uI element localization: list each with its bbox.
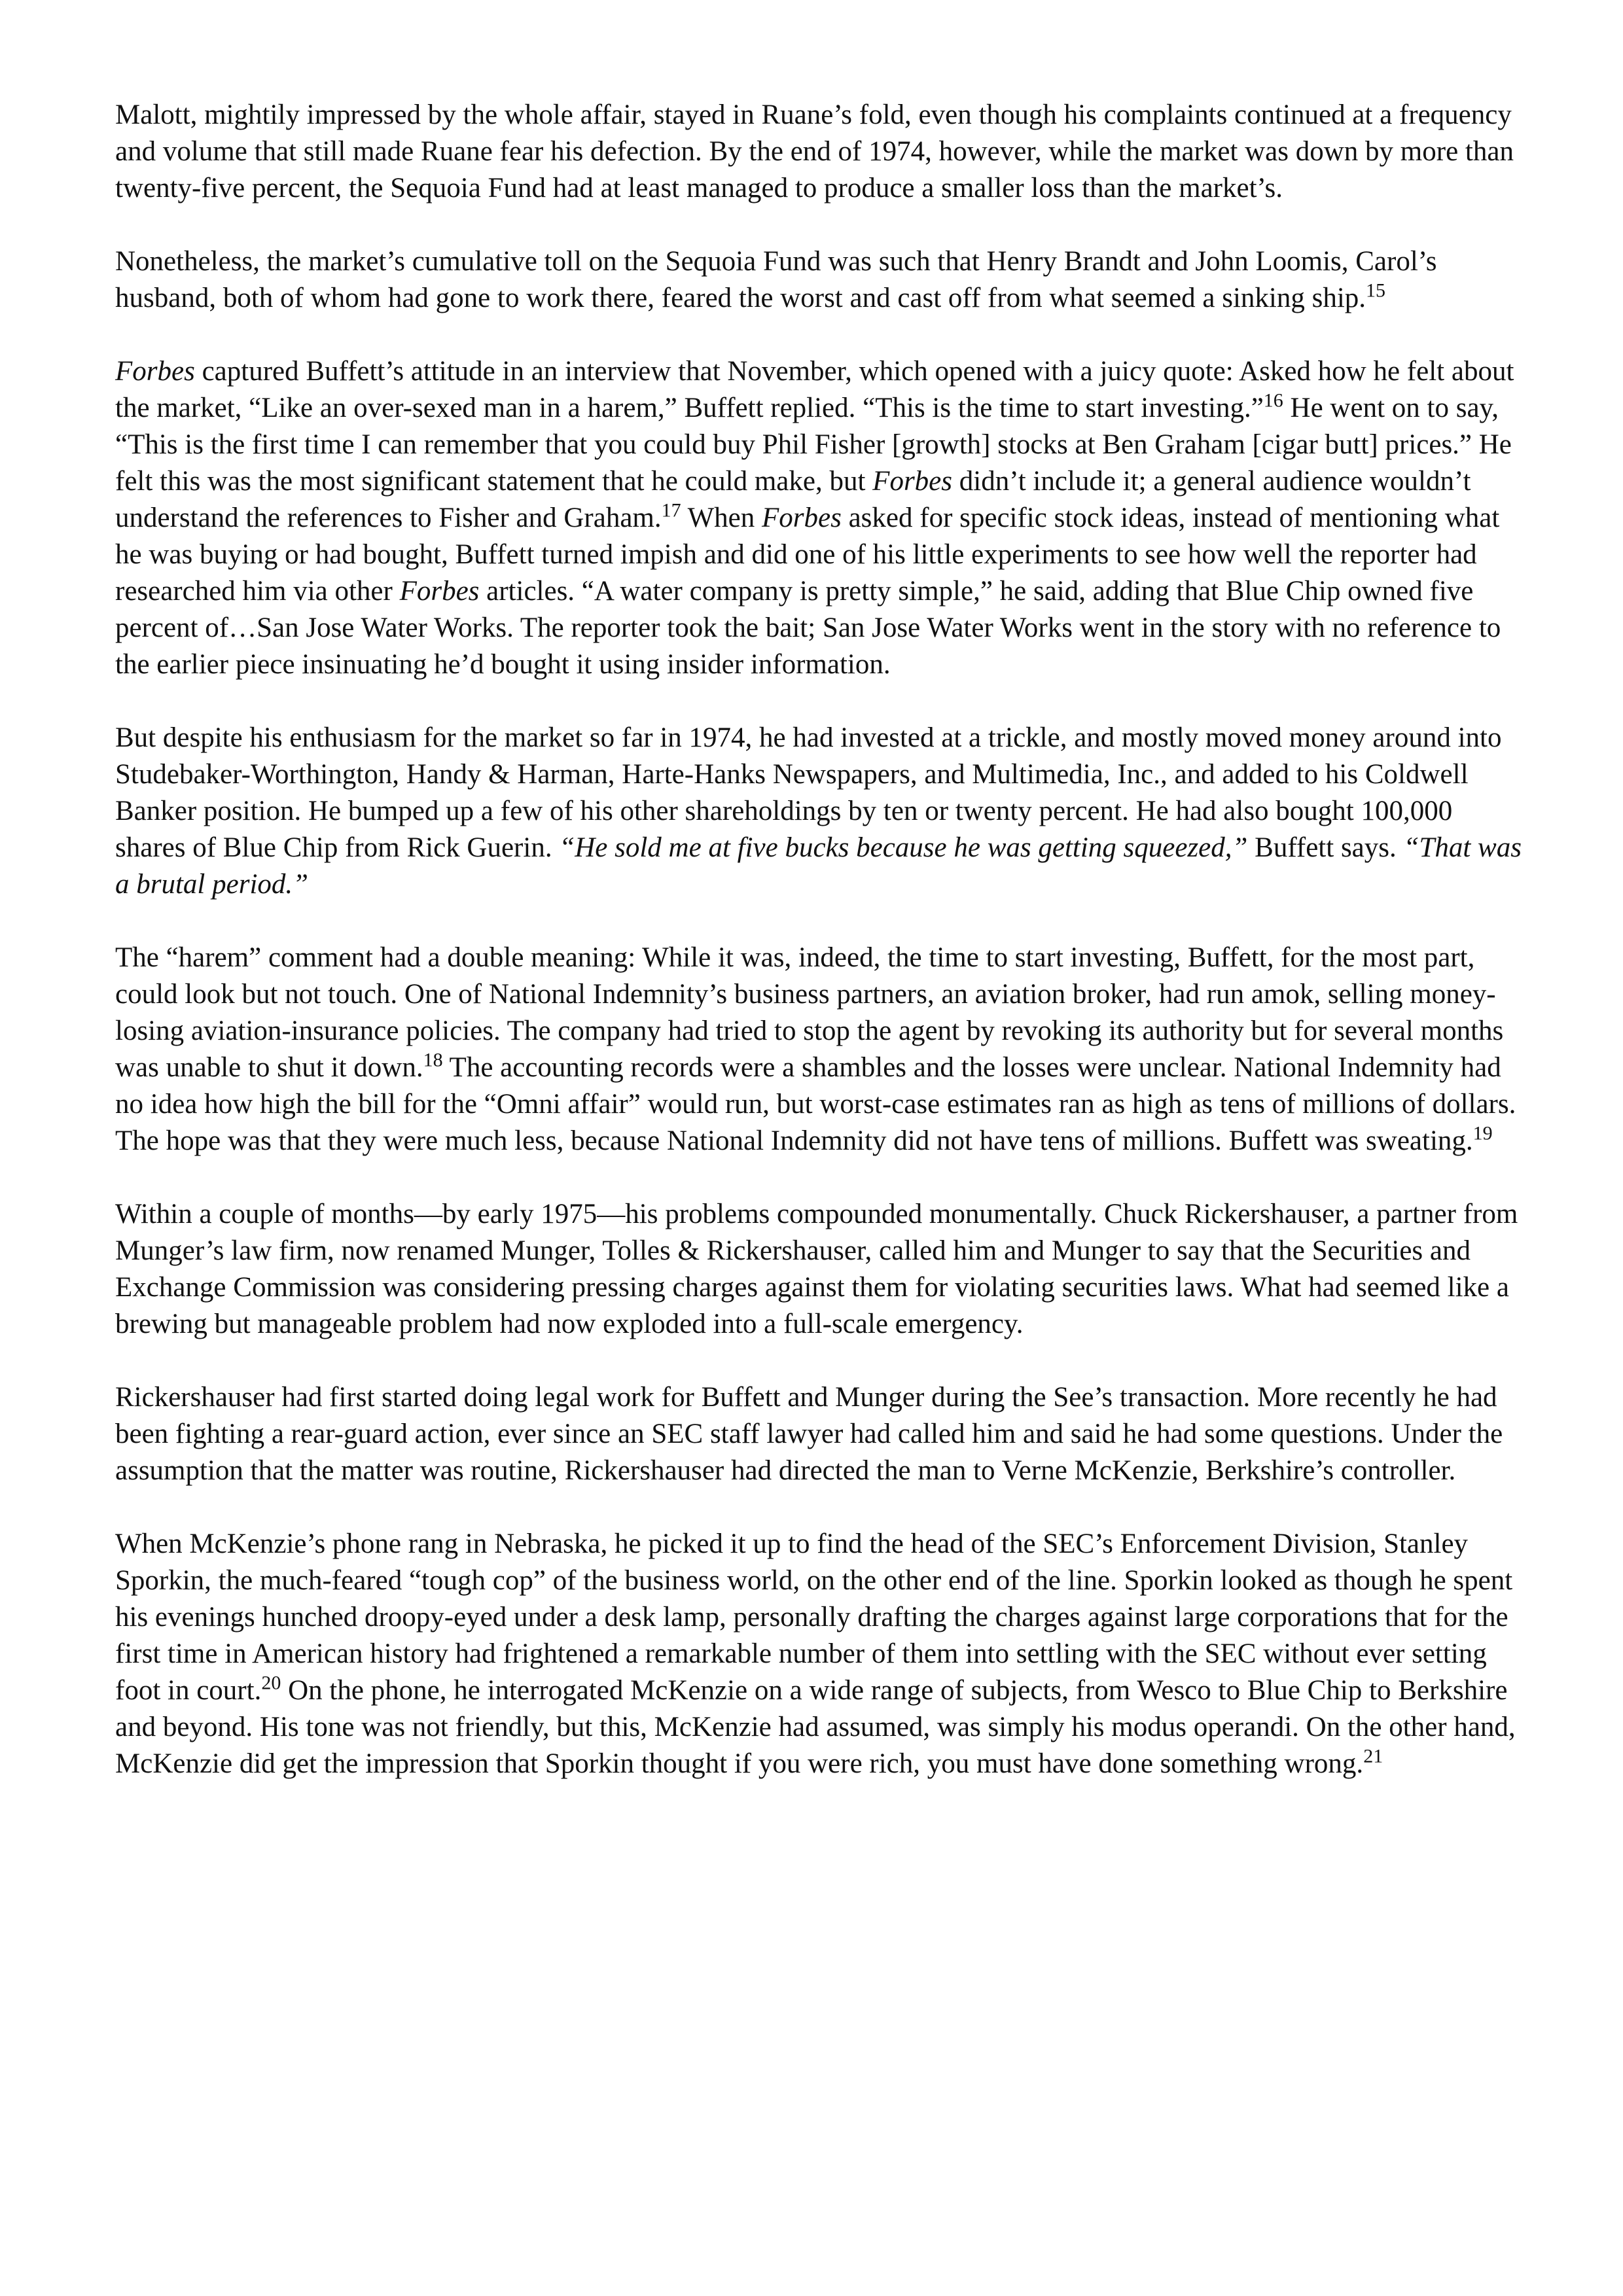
paragraph-investing-trickle — [115, 720, 1529, 903]
text-run: captured Buffett’s attitude in an interview that November, which opened with a juicy quote: Asked how he felt about the market, “Like an over-sexed man in a harem,” Buffett replied. “This is the time to start investing.” — [115, 356, 1514, 423]
text-run: The “harem” comment had a double meaning: While it was, indeed, the time to start investing, Buffett, for the most part, could look but not touch. One of National Indemnity’s business partners, an aviation broker, had run amok, selling money-losing aviation-insurance policies. The company had tried to stop the agent by revoking its authority but for several months was unable to shut it down. — [115, 942, 1504, 1083]
paragraph-harem-comment — [115, 940, 1529, 1159]
publication-name: Forbes — [115, 356, 195, 387]
paragraph-forbes-interview — [115, 353, 1529, 683]
footnote-marker: 15 — [1366, 279, 1386, 302]
footnote-marker: 17 — [661, 499, 681, 521]
text-run: When — [681, 503, 762, 533]
paragraph-sec-charges — [115, 1196, 1529, 1343]
text-run: Malott, mightily impressed by the whole affair, stayed in Ruane’s fold, even though his complaints continued at a frequency and volume that still made Ruane fear his defection. By the end of 1974, however, while the market was down by more than twenty-five percent, the Sequoia Fund had at least managed to produce a smaller loss than the market’s. — [115, 99, 1514, 203]
paragraph-malott — [115, 97, 1529, 207]
footnote-marker: 20 — [261, 1672, 281, 1694]
paragraph-rickershauser — [115, 1379, 1529, 1489]
footnote-marker: 18 — [423, 1049, 443, 1071]
quote-italic: “He sold me at five bucks because he was getting squeezed,” — [559, 832, 1248, 863]
paragraph-mckenzie-call — [115, 1526, 1529, 1782]
publication-name: Forbes — [872, 466, 952, 497]
text-run: Nonetheless, the market’s cumulative toll on the Sequoia Fund was such that Henry Brandt and John Loomis, Carol’s husband, both of whom had gone to work there, feared the worst and cast off from what seemed a sinking ship. — [115, 246, 1437, 313]
text-run: On the phone, he interrogated McKenzie on a wide range of subjects, from Wesco to Blue Chip to Berkshire and beyond. His tone was not friendly, but this, McKenzie had assumed, was simply his modus operandi. On the other hand, McKenzie did get the impression that Sporkin thought if you were rich, you must have done something wrong. — [115, 1675, 1516, 1779]
footnote-marker: 19 — [1472, 1122, 1493, 1144]
text-run: Buffett says. — [1247, 832, 1404, 863]
quote-italic: “That was a brutal period.” — [115, 832, 1522, 900]
footnote-marker: 16 — [1263, 389, 1283, 412]
footnote-marker: 21 — [1363, 1745, 1383, 1767]
text-run: Within a couple of months—by early 1975—his problems compounded monumentally. Chuck Rickershauser, a partner from Munger’s law firm, now renamed Munger, Tolles & Rickershauser, called him and Munger to say that the Securities and Exchange Commission was considering pressing charges against them for violating securities laws. What had seemed like a brewing but manageable problem had now exploded into a full-scale emergency. — [115, 1199, 1518, 1339]
text-run: didn’t include it; a general audience wouldn’t understand the references to Fisher and Graham. — [115, 466, 1471, 533]
text-run: asked for specific stock ideas, instead of mentioning what he was buying or had bought, Buffett turned impish and did one of his little experiments to see how well the reporter had researched him via other — [115, 503, 1500, 607]
publication-name: Forbes — [399, 576, 480, 607]
text-run: articles. “A water company is pretty simple,” he said, adding that Blue Chip owned five percent of…San Jose Water Works. The reporter took the bait; San Jose Water Works went in the story with no reference to the earlier piece insinuating he’d bought it using insider information. — [115, 576, 1501, 680]
text-run: When McKenzie’s phone rang in Nebraska, he picked it up to find the head of the SEC’s Enforcement Division, Stanley Sporkin, the much-feared “tough cop” of the business world, on the other end of the line. Sporkin looked as though he spent his evenings hunched droopy-eyed under a desk lamp, personally drafting the charges against large corporations that for the first time in American history had frightened a remarkable number of them into settling with the SEC without ever setting foot in court. — [115, 1528, 1513, 1706]
publication-name: Forbes — [762, 503, 842, 533]
text-run: The accounting records were a shambles and the losses were unclear. National Indemnity had no idea how high the bill for the “Omni affair” would run, but worst-case estimates ran as high as tens of millions of dollars. The hope was that they were much less, because National Indemnity did not have tens of millions. Buffett was sweating. — [115, 1052, 1516, 1156]
paragraph-sequoia-toll — [115, 243, 1529, 317]
text-run: He went on to say, “This is the first time I can remember that you could buy Phil Fisher [growth] stocks at Ben Graham [cigar butt] prices.” He felt this was the most significant statement that he could make, but — [115, 393, 1512, 497]
text-run: But despite his enthusiasm for the market so far in 1974, he had invested at a trickle, and mostly moved money around into Studebaker-Worthington, Handy & Harman, Harte-Hanks Newspapers, and Multimedia, Inc., and added to his Coldwell Banker position. He bumped up a few of his other shareholdings by ten or twenty percent. He had also bought 100,000 shares of Blue Chip from Rick Guerin. — [115, 722, 1502, 863]
document-body — [115, 97, 1529, 1782]
text-run: Rickershauser had first started doing legal work for Buffett and Munger during the See’s transaction. More recently he had been fighting a rear-guard action, ever since an SEC staff lawyer had called him and said he had some questions. Under the assumption that the matter was routine, Rickershauser had directed the man to Verne McKenzie, Berkshire’s controller. — [115, 1382, 1503, 1486]
